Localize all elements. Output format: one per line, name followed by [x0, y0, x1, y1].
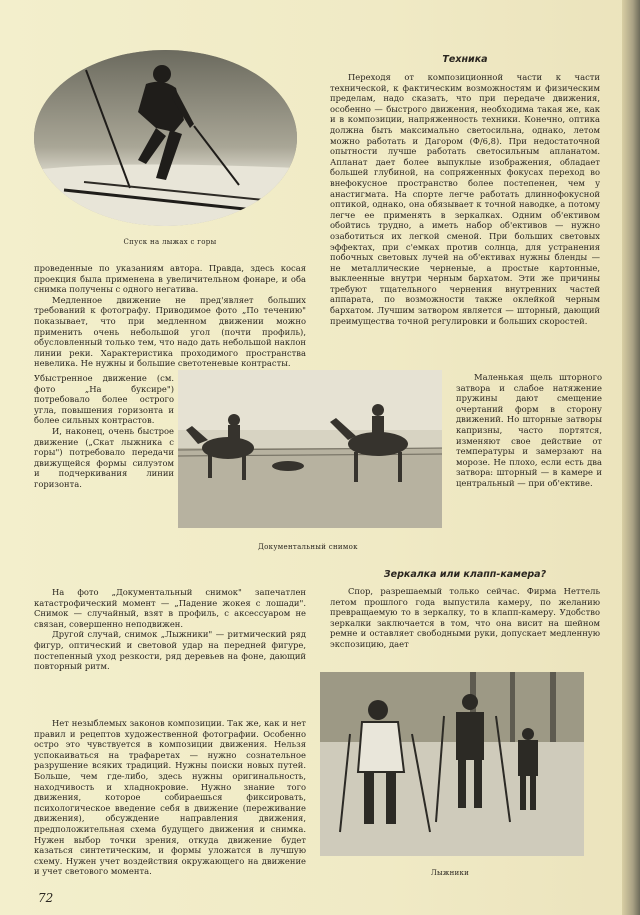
paragraph-shutter: Маленькая щель шторного затвора и слабое натяжение пружины дают смещение очертаний форм в сторону движений. Но шторные затворы капризны, часто портятся, изменяют свое действие от температуры и замерзают на морозе. Не плохо, если есть два затвора: шторный — в камере и центральный — при об'ективе.: [456, 372, 602, 488]
left-column-documentary: [34, 587, 306, 705]
paragraph-documentary-shot: На фото „Документальный снимок" запечатлен катастрофический момент — „Падение жокея с лошади". Снимок — случайный, взят в профиль, с аксессуаром не связан, совершенно неподвижен.: [34, 587, 306, 629]
paragraph-slow-motion: Медленное движение не пред'являет больших требований к фотографу. Приводимое фото „По течению" показывает, что при медленном движении можно применить очень небольшой угол (почти профиль), обусловленный только тем, что надо дать небольшой наклон линии реки. Характеристика проходимого пространства невелика. Не нужны и большие светотеневые контрасты.: [34, 294, 306, 369]
paragraph-mirror-camera: Спор, разрешаемый только сейчас. Фирма Неттель летом прошлого года выпустила камеру, по желанию превращаемую то в зеркалку, то в клапп-камеру. Удобство зеркалки заключается в том, что она висит на шейном ремне и оставляет свободными руки, допускает медленную экспозицию, дает: [330, 586, 600, 649]
left-column-top: [34, 263, 306, 373]
skier-downhill-photo: [34, 50, 297, 226]
right-column-narrow: [456, 372, 602, 558]
page-edge: [622, 0, 640, 915]
documentary-photo-caption: Документальный снимок: [258, 543, 358, 551]
paragraph-skiers-shot: Другой случай, снимок „Лыжники" — ритмический ряд фигур, оптический и световой удар на передней фигуре, постепенный уход резкости, ряд деревьев на фоне, дающий повторный ритм.: [34, 629, 306, 672]
horse-race-image: [178, 370, 442, 528]
paragraph-technique: Переходя от композиционной части к части технической, к фактическим возможностям и физическим пределам, надо сказать, что при передаче движения, особенно — быстрого движения, необходима такая же, как и в композиции, напряженность техники. Конечно, оптика должна быть максимально светосильна, однако, летом можно работать и Дагором (Ф/6,8). При недостаточной опытности лучше работать светосильным апланатом. Апланат дает более выпуклые изображения, обладает большей глубиной, на сопряженных фокусах переход во внефокусное пространство более постепенен, чем у анастигмата. На спорте легче работать длиннофокусной оптикой, однако, она обязывает к точной наводке, а потому легче ее применять в зеркалках. Одним об'ективом обойтись трудно, а иметь набор об'ективов — нужно озаботиться их легкой сменой. При больших световых эффектах, при с'емках против солнца, для устранения побочных световых лучей на об'ективах нужны бленды — не металлические черненые, а простые картонные, выклеенные внутри черным бархатом. Эти же причины требуют тщательного чернения внутренних частей аппарата, по возможности также оклейкой черным бархатом. Лучшим затвором является — шторный, дающий преимущества точной регулировки и больших скоростей.: [330, 72, 600, 326]
left-column-bottom: [34, 718, 306, 880]
paragraph-very-fast-motion: И, наконец, очень быстрое движение („Скат лыжника с горы") потребовало передачи движущейся формы силуэтом и подчеркивания линии горизонта.: [34, 425, 174, 489]
documentary-horse-race-photo: [178, 370, 442, 528]
skiers-photo: [320, 672, 584, 856]
page-number: 72: [38, 891, 54, 905]
paragraph-no-laws: Нет незыблемых законов композиции. Так же, как и нет правил и рецептов художественной фотографии. Особенно остро это чувствуется в композиции движения. Нельзя успокаиваться на трафаретах — нужно сознательное разрушение всяких традиций. Нужны поиски новых путей. Больше, чем где-либо, здесь нужны оригинальность, находчивость и хладнокровие. Нужно знание того движения, которое собираешься фиксировать, психологическое введение себя в движение (переживание движения), обсуждение направления движения, предположительная схема будущего движения и снимка. Нужен выбор точки зрения, откуда движение будет казаться синтетическим, и формы уложатся в лучшую схему. Нужен учет воздействия окружающего на движение и учет светового момента.: [34, 718, 306, 877]
left-column-narrow: [34, 373, 174, 573]
skier-photo-caption: Спуск на лыжах с горы: [123, 238, 217, 246]
skiers-photo-caption: Лыжники: [430, 869, 470, 877]
right-column-mirror: [330, 586, 600, 662]
skiers-image: [320, 672, 584, 856]
paragraph-fast-motion: Убыстренное движение (см. фото „На буксире") потребовало более острого угла, повышения горизонта и более сильных контрастов.: [34, 373, 174, 426]
heading-technique: Техника: [442, 54, 488, 65]
skier-photo-image: [34, 50, 297, 226]
right-column-technique: [330, 72, 600, 368]
paragraph-intro-continuation: проведенные по указаниям автора. Правда, здесь косая проекция была применена в увеличительном фонаре, и оба снимка получены с одного негатива.: [34, 263, 306, 295]
heading-mirror-camera: Зеркалка или клапп-камера?: [383, 569, 547, 580]
